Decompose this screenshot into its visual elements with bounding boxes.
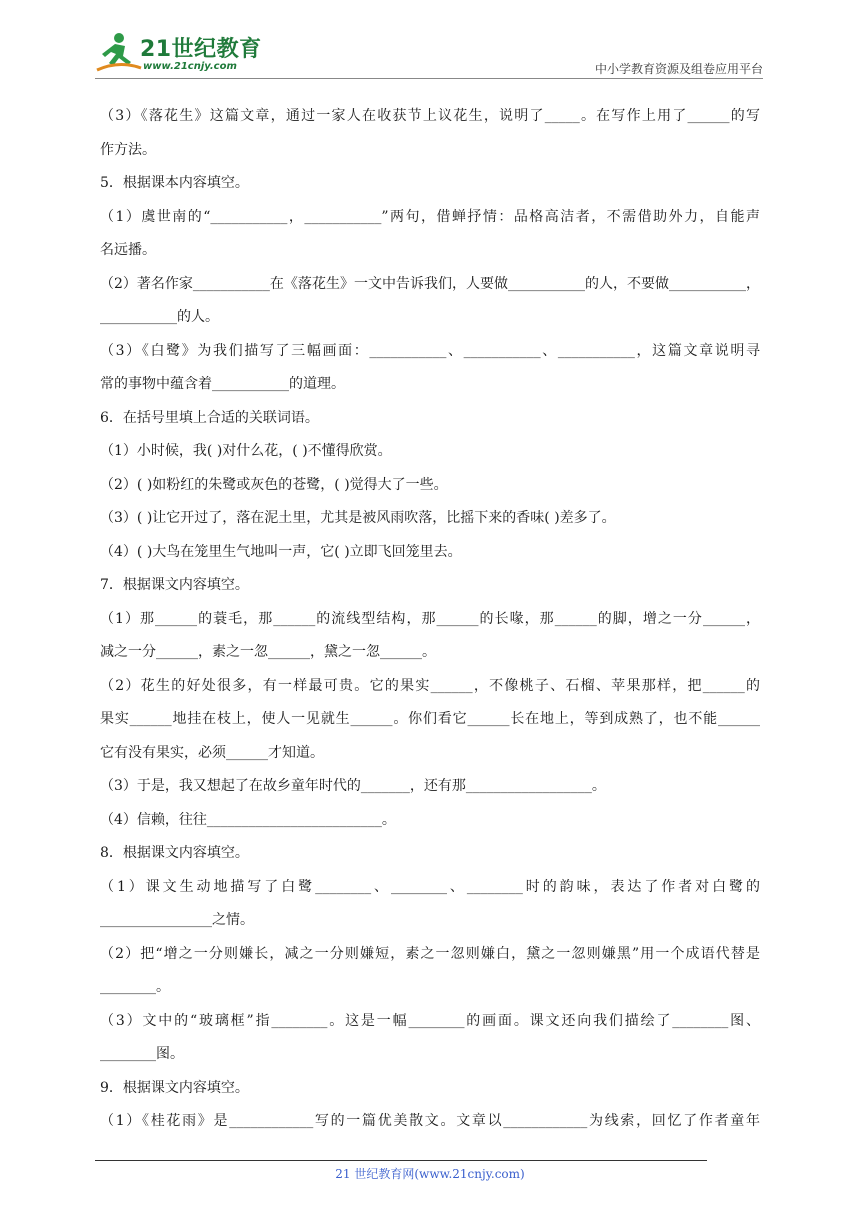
- text-line: ________图。: [100, 1046, 184, 1062]
- document-body: [100, 100, 760, 1139]
- text-line: 8．根据课文内容填空。: [100, 845, 249, 861]
- text-line: （3）《落花生》这篇文章，通过一家人在收获节上议花生，说明了_____。在写作上用了______的写: [100, 108, 760, 124]
- text-line: 9．根据课文内容填空。: [100, 1079, 249, 1096]
- text-line: （4）信赖，往往_________________________。: [100, 811, 396, 828]
- text-line: （2）著名作家___________在《落花生》一文中告诉我们，人要做___________的人，不要做___________，: [100, 275, 760, 292]
- text-line: （1）虞世南的“___________，___________”两句，借蝉抒情：品格高洁者，不需借助外力，自能声: [100, 208, 760, 225]
- text-line: （2）( )如粉红的朱鹭或灰色的苍鹭，( )觉得大了一些。: [100, 476, 448, 493]
- text-line: （2）花生的好处很多，有一样最可贵。它的果实______，不像桃子、石榴、苹果那样，把______的: [100, 677, 760, 694]
- text-line: （1）小时候，我( )对什么花，( )不懂得欣赏。: [100, 443, 392, 459]
- text-line: 作方法。: [100, 141, 156, 158]
- text-line: 6．在括号里填上合适的关联词语。: [100, 409, 319, 426]
- text-line: ________________之情。: [100, 912, 254, 928]
- logo: [95, 30, 265, 76]
- text-line: （3）文中的“玻璃框”指________。这是一幅________的画面。课文还向我们描绘了________图、: [100, 1012, 760, 1029]
- page-header: [95, 30, 763, 80]
- logo-url: www.21cnjy.com: [143, 61, 237, 72]
- text-line: 7．根据课文内容填空。: [100, 577, 249, 593]
- text-line: （1）那______的蓑毛，那______的流线型结构，那______的长喙，那______的脚，增之一分______，: [100, 610, 760, 627]
- text-line: （3）于是，我又想起了在故乡童年时代的_______，还有那__________________。: [100, 778, 606, 794]
- text-line: ___________的人。: [100, 309, 219, 325]
- footer-source: 21 世纪教育网(www.21cnjy.com): [335, 1167, 525, 1181]
- text-line: 果实______地挂在枝上，使人一见就生______。你们看它______长在地上，等到成熟了，也不能______: [100, 711, 760, 727]
- logo-name: 21世纪教育: [140, 37, 262, 62]
- text-line: （2）把“增之一分则嫌长，减之一分则嫌短，素之一忽则嫌白，黛之一忽则嫌黑”用一个成语代替是: [100, 945, 760, 962]
- header-divider: [95, 78, 763, 79]
- text-line: 5．根据课本内容填空。: [100, 175, 249, 191]
- text-line: ________。: [100, 979, 170, 995]
- text-line: （3）( )让它开过了，落在泥土里，尤其是被风雨吹落，比摇下来的香味( )差多了。: [100, 510, 616, 526]
- text-line: （1）《桂花雨》是____________写的一篇优美散文。文章以____________为线索，回忆了作者童年: [100, 1113, 760, 1129]
- text-line: （3）《白鹭》为我们描写了三幅画面：___________、___________、___________，这篇文章说明寻: [100, 342, 760, 359]
- text-line: 名远播。: [100, 242, 156, 258]
- text-line: （4）( )大鸟在笼里生气地叫一声，它( )立即飞回笼里去。: [100, 543, 462, 560]
- runner-logo-icon: [95, 30, 143, 76]
- text-line: 常的事物中蕴含着___________的道理。: [100, 376, 345, 392]
- text-line: 它有没有果实，必须______才知道。: [100, 744, 324, 761]
- text-line: （1）课文生动地描写了白鹭________、________、________时的韵味，表达了作者对白鹭的: [100, 878, 760, 895]
- footer-divider: [95, 1160, 707, 1161]
- text-line: 减之一分______，素之一忽______，黛之一忽______。: [100, 644, 436, 660]
- platform-title: 中小学教育资源及组卷应用平台: [594, 62, 763, 76]
